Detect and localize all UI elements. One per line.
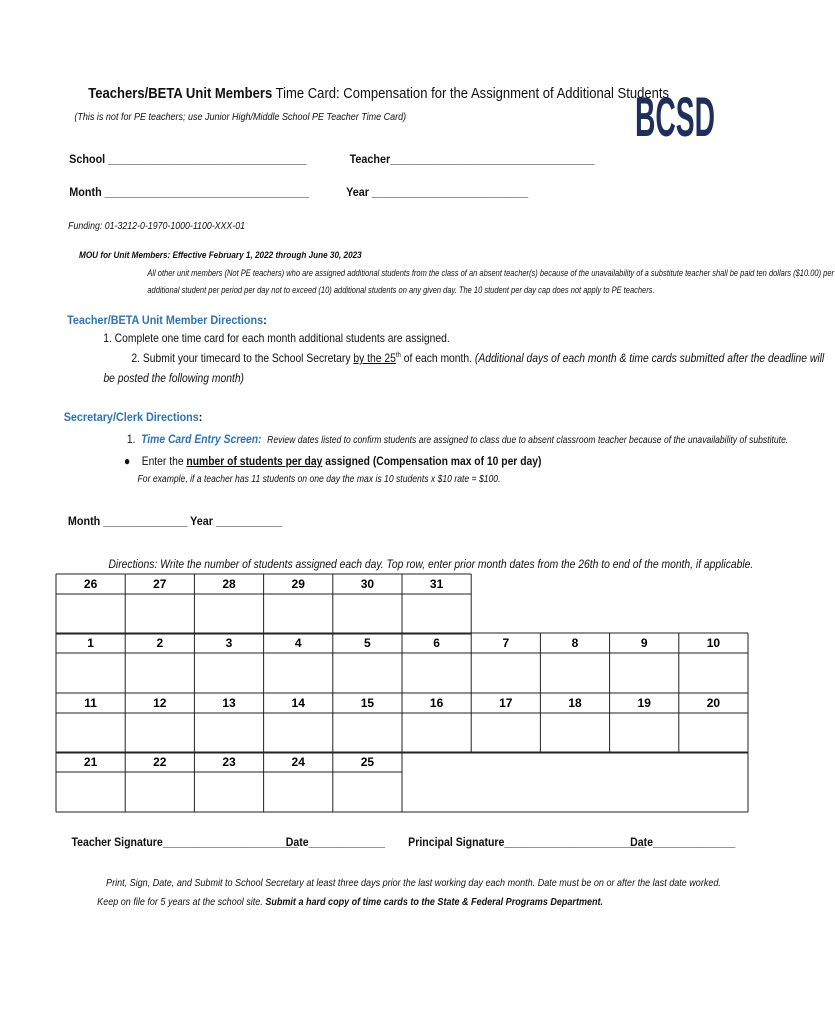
- day-label: 30: [360, 577, 375, 591]
- subtitle: (This is not for PE teachers; use Junior High/Middle School PE Teacher Time Card): [74, 112, 407, 123]
- day-entry-cell[interactable]: [57, 714, 124, 752]
- day-label: 7: [502, 636, 510, 650]
- secretary-directions-heading-text: Secretary/Clerk Directions: [63, 410, 199, 424]
- day-entry-cell[interactable]: [403, 714, 470, 752]
- example-text: For example, if a teacher has 11 students on one day the max is 10 students x $10 rate = $100.: [137, 474, 501, 485]
- title-rest: Time Card: Compensation for the Assignment of Additional Students: [272, 86, 670, 102]
- footer-line-2a: Keep on file for 5 years at the school site.: [97, 896, 266, 908]
- day-label: 13: [222, 696, 236, 710]
- day-label: 23: [222, 755, 236, 769]
- grid-directions: Directions: Write the number of students assigned each day. Top row, enter prior month dates from the 26th to end of the month, if applicable.: [108, 557, 754, 571]
- heading-colon: :: [198, 410, 203, 424]
- bullet-dot: ●: [123, 454, 142, 468]
- day-label: 18: [568, 696, 582, 710]
- day-entry-cell[interactable]: [611, 654, 678, 692]
- day-entry-cell[interactable]: [403, 595, 470, 633]
- footer-line-2: [97, 896, 603, 908]
- date-field-1[interactable]: Date_____________: [285, 835, 386, 849]
- day-entry-cell[interactable]: [265, 595, 332, 633]
- day-entry-cell[interactable]: [195, 595, 262, 633]
- date-field-2[interactable]: Date______________: [630, 835, 736, 849]
- day-entry-cell[interactable]: [57, 595, 124, 633]
- day-entry-cell[interactable]: [472, 654, 539, 692]
- month-field[interactable]: Month __________________________________: [69, 185, 309, 199]
- td2-a: 2. Submit your timecard to the School Secretary: [131, 351, 354, 365]
- day-entry-cell[interactable]: [334, 654, 401, 692]
- teacher-field[interactable]: Teacher__________________________________: [349, 152, 595, 166]
- day-entry-cell[interactable]: [265, 654, 332, 692]
- day-entry-cell[interactable]: [195, 773, 262, 811]
- school-field[interactable]: School _________________________________: [69, 152, 307, 166]
- day-entry-cell[interactable]: [541, 714, 608, 752]
- day-label: 31: [429, 577, 444, 591]
- day-label: 29: [291, 577, 305, 591]
- day-entry-cell[interactable]: [126, 714, 193, 752]
- day-entry-cell[interactable]: [195, 654, 262, 692]
- day-label: 5: [364, 636, 371, 650]
- sb-u: number of students per day: [186, 454, 323, 468]
- day-entry-cell[interactable]: [57, 654, 124, 692]
- teacher-directions-heading-text: Teacher/BETA Unit Member Directions: [67, 313, 264, 327]
- teacher-signature-field[interactable]: Teacher Signature_______________________: [71, 835, 298, 849]
- title-bold: Teachers/BETA Unit Members: [88, 86, 273, 102]
- td2-u: by the 25: [353, 351, 396, 365]
- teacher-direction-2-cont: be posted the following month): [103, 371, 244, 385]
- day-label: 2: [156, 636, 164, 650]
- day-label: 3: [225, 636, 233, 650]
- day-label: 11: [84, 696, 97, 710]
- day-entry-cell[interactable]: [472, 714, 539, 752]
- day-label: 4: [294, 636, 302, 650]
- day-entry-cell[interactable]: [680, 714, 747, 752]
- day-label: 17: [499, 696, 513, 710]
- principal-signature-field[interactable]: Principal Signature________________________: [408, 835, 646, 849]
- sb-a: Enter the: [141, 454, 187, 468]
- month-year-field[interactable]: Month ______________ Year ___________: [67, 514, 283, 528]
- day-entry-cell[interactable]: [126, 654, 193, 692]
- day-label: 1: [87, 636, 94, 650]
- day-label: 15: [360, 696, 375, 710]
- mou-body: All other unit members (Not PE teachers) who are assigned additional students from the class of an absent teacher(s) because of the unavailability of a substitute teacher shall be paid ten dollars ($10.00) per additional student per period per day not to exceed (10) additional students on any given day. The 10 student per day cap does not apply to PE teachers.: [147, 268, 835, 296]
- td2-i: (Additional days of each month & time cards submitted after the deadline will: [474, 351, 825, 365]
- mou-heading: MOU for Unit Members: Effective February 1, 2022 through June 30, 2023: [79, 250, 362, 261]
- day-entry-cell[interactable]: [126, 595, 193, 633]
- day-label: 16: [429, 696, 444, 710]
- day-entry-cell[interactable]: [195, 714, 262, 752]
- day-entry-cell[interactable]: [126, 773, 193, 811]
- day-entry-cell[interactable]: [265, 714, 332, 752]
- day-label: 25: [360, 755, 375, 769]
- td2-b: of each month.: [400, 351, 475, 365]
- day-label: 8: [571, 636, 579, 650]
- day-label: 24: [291, 755, 305, 769]
- day-entry-cell[interactable]: [403, 654, 470, 692]
- day-label: 19: [637, 696, 651, 710]
- sd1-num: 1.: [126, 432, 136, 446]
- day-entry-cell[interactable]: [611, 714, 678, 752]
- day-label: 26: [83, 577, 98, 591]
- day-label: 20: [706, 696, 721, 710]
- day-label: 22: [153, 755, 167, 769]
- day-entry-cell[interactable]: [57, 773, 124, 811]
- heading-colon: :: [263, 313, 267, 327]
- footer-line-2b: Submit a hard copy of time cards to the State & Federal Programs Department.: [265, 896, 604, 908]
- funding-code: Funding: 01-3212-0-1970-1000-1100-XXX-01: [68, 221, 246, 232]
- sd1-text: Review dates listed to confirm students are assigned to class due to absent classroom teacher because of the unavailability of substitute.: [267, 435, 789, 446]
- day-entry-cell[interactable]: [334, 595, 401, 633]
- day-label: 27: [153, 577, 167, 591]
- day-label: 10: [706, 636, 721, 650]
- teacher-direction-1: 1. Complete one time card for each month additional students are assigned.: [103, 331, 450, 345]
- day-entry-cell[interactable]: [265, 773, 332, 811]
- day-entry-cell[interactable]: [334, 714, 401, 752]
- day-label: 9: [640, 636, 648, 650]
- day-label: 14: [291, 696, 305, 710]
- sb-b: assigned (Compensation max of 10 per day): [322, 454, 542, 468]
- year-field[interactable]: Year __________________________: [346, 185, 529, 199]
- day-label: 12: [153, 696, 167, 710]
- logo-text: BCSD: [635, 85, 715, 148]
- day-entry-cell[interactable]: [334, 773, 401, 811]
- day-entry-cell[interactable]: [541, 654, 608, 692]
- day-label: 6: [433, 636, 440, 650]
- day-entry-cell[interactable]: [680, 654, 747, 692]
- sd1-label: Time Card Entry Screen:: [141, 432, 262, 446]
- day-label: 21: [83, 755, 98, 769]
- day-label: 28: [222, 577, 236, 591]
- td2-sup: th: [395, 352, 401, 359]
- footer-line-1: Print, Sign, Date, and Submit to School Secretary at least three days prior the last working day each month. Date must be on or after the last date worked.: [106, 877, 721, 889]
